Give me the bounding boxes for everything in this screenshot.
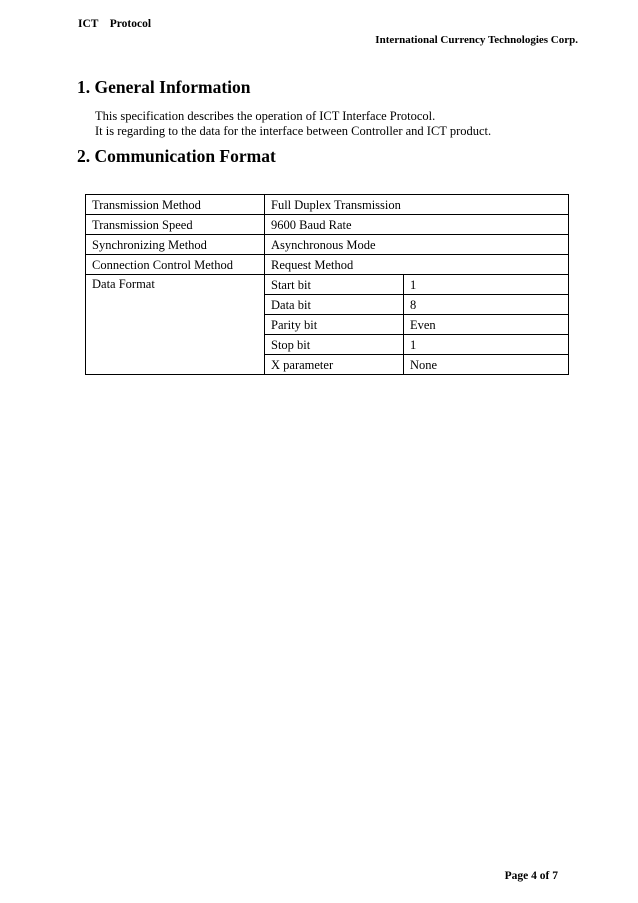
data-format-label: Data Format [86, 275, 265, 375]
data-format-item-name: Parity bit [265, 315, 404, 335]
table-row [86, 195, 569, 215]
table-row [86, 235, 569, 255]
row-label: Connection Control Method [86, 255, 265, 275]
row-value: Full Duplex Transmission [265, 195, 569, 215]
page-number: Page 4 of 7 [504, 870, 558, 882]
row-value: Request Method [265, 255, 569, 275]
paragraph-line: It is regarding to the data for the interface between Controller and ICT product. [95, 124, 492, 138]
data-format-item-name: Data bit [265, 295, 404, 315]
header-doc-title: ICT Protocol [78, 18, 152, 30]
data-format-item-name: Start bit [265, 275, 404, 295]
section-1-heading: 1. General Information [77, 77, 251, 97]
row-value: 9600 Baud Rate [265, 215, 569, 235]
row-label: Synchronizing Method [86, 235, 265, 255]
table-row [86, 255, 569, 275]
row-label: Transmission Method [86, 195, 265, 215]
section-2-heading: 2. Communication Format [77, 146, 276, 166]
data-format-item-name: Stop bit [265, 335, 404, 355]
data-format-item-name: X parameter [265, 355, 404, 375]
data-format-item-value: 8 [404, 295, 569, 315]
data-format-item-value: 1 [404, 275, 569, 295]
data-format-item-value: None [404, 355, 569, 375]
row-value: Asynchronous Mode [265, 235, 569, 255]
data-format-item-value: Even [404, 315, 569, 335]
table-row [86, 275, 569, 295]
paragraph-line: This specification describes the operation of ICT Interface Protocol. [95, 109, 436, 123]
header-company-name: International Currency Technologies Corp. [375, 34, 578, 46]
table-row [86, 215, 569, 235]
data-format-item-value: 1 [404, 335, 569, 355]
row-label: Transmission Speed [86, 215, 265, 235]
communication-format-table [85, 194, 569, 375]
section-1-paragraph [95, 109, 491, 139]
